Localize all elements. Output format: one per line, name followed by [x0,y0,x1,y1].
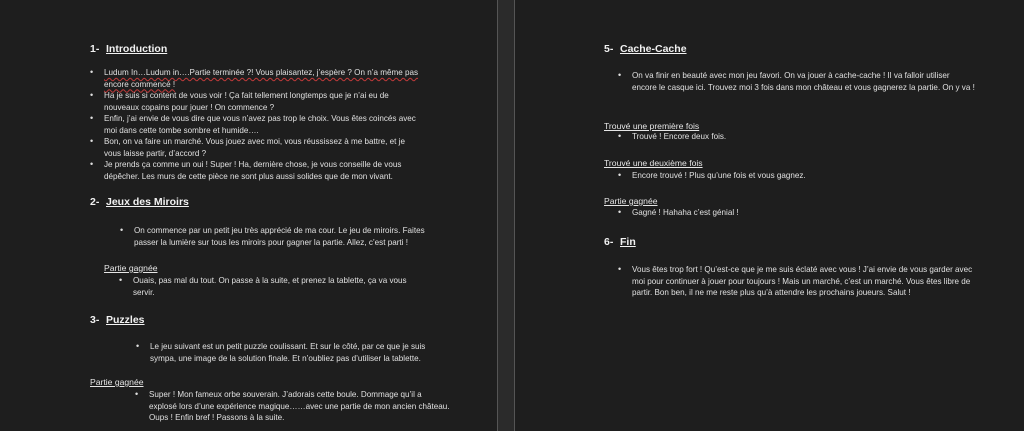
won-list [616,207,956,219]
subheading-partie-gagnee: Partie gagnée [104,263,158,273]
list-item [616,70,976,93]
section-number: 3- [90,314,100,326]
puzzles-list [134,341,448,364]
dialogue-line: Ha je suis si content de vous voir ! Ça fait tellement longtemps que je n’ai eu de nouveaux copains pour jouer ! On commence ? [104,91,389,112]
list-item [616,131,956,143]
list-item [117,275,427,298]
list-item [616,264,976,299]
dialogue-line: Ouais, pas mal du tout. On passe à la suite, et prenez la tablette, ça va vous servir. [133,276,407,297]
section-number: 2- [90,196,100,208]
section-title: Introduction [106,43,168,55]
list-item [616,170,956,182]
list-item [88,113,424,136]
page-gap [497,0,515,431]
dialogue-line: Gagné ! Hahaha c’est génial ! [632,208,739,217]
section-title: Fin [620,236,636,248]
list-item [134,341,448,364]
dialogue-line: Trouvé ! Encore deux fois. [632,132,727,141]
section-title: Jeux des Miroirs [106,196,189,208]
list-item [88,136,424,159]
found1-list [616,131,956,143]
list-item [616,207,956,219]
subheading-partie-gagnee: Partie gagnée [90,377,144,387]
subheading-premiere-fois: Trouvé une première fois [604,121,700,131]
puzzles-won-list [133,389,451,424]
left-page [0,0,497,431]
section-fin-heading [604,236,636,248]
dialogue-line: Bon, on va faire un marché. Vous jouez avec moi, vous réussissez à me battre, et je vous laisse partir, d’accord ? [104,137,405,158]
list-item [118,225,448,248]
dialogue-line: Enfin, j’ai envie de vous dire que vous n’avez pas trop le choix. Vous êtes coincés avec moi dans cette tombe sombre et humide…. [104,114,416,135]
dialogue-line: Ludum In…Ludum in….Partie terminée ?! Vous plaisantez, j’espère ? On n’a même pas encore commencé ! [104,68,419,89]
right-page [515,0,1024,431]
list-item [133,389,451,424]
section-introduction-heading [90,43,167,55]
list-item [88,159,424,182]
section-number: 1- [90,43,100,55]
section-cache-cache-heading [604,43,687,55]
cache-cache-list [616,70,976,93]
dialogue-line: On va finir en beauté avec mon jeu favori. On va jouer à cache-cache ! Il va falloir utiliser encore le casque ici. Trouvez moi 3 fois dans mon château et vous gagnerez la partie. On y va ! [632,71,975,92]
dialogue-line: On commence par un petit jeu très apprécié de ma cour. Le jeu de miroirs. Faites passer la lumière sur tous les miroirs pour gagner la partie. Allez, c’est parti ! [134,226,425,247]
section-number: 5- [604,43,614,55]
fin-list [616,264,976,299]
miroirs-won-list [117,275,427,298]
dialogue-line: Le jeu suivant est un petit puzzle coulissant. Et sur le côté, par ce que je suis sympa, une image de la solution finale. Et n’oubliez pas d’utiliser la tablette. [150,342,426,363]
section-title: Puzzles [106,314,145,326]
dialogue-line: Encore trouvé ! Plus qu’une fois et vous gagnez. [632,171,806,180]
dialogue-line: Super ! Mon fameux orbe souverain. J’adorais cette boule. Dommage qu’il a explosé lors d’une expérience magique……avec une partie de mon ancien château. Oups ! Enfin bref ! Passons à la suite. [149,390,450,422]
miroirs-list [118,225,448,248]
subheading-partie-gagnee: Partie gagnée [604,196,658,206]
section-puzzles-heading [90,314,145,326]
found2-list [616,170,956,182]
list-item [88,67,424,90]
introduction-list [88,67,424,182]
section-miroirs-heading [90,196,189,208]
list-item [88,90,424,113]
subheading-deuxieme-fois: Trouvé une deuxième fois [604,158,703,168]
section-number: 6- [604,236,614,248]
dialogue-line: Je prends ça comme un oui ! Super ! Ha, dernière chose, je vous conseille de vous dépêcher. Les murs de cette pièce ne sont plus aussi solides que de mon vivant. [104,160,402,181]
dialogue-line: Vous êtes trop fort ! Qu’est-ce que je me suis éclaté avec vous ! J’ai envie de vous garder avec moi pour continuer à jouer pour toujours ! Mais un marché, c’est un marché. Vous êtes libre de partir. Bon ben, il ne me reste plus qu’à attendre les prochains joueurs. Salut ! [632,265,973,297]
section-title: Cache-Cache [620,43,687,55]
